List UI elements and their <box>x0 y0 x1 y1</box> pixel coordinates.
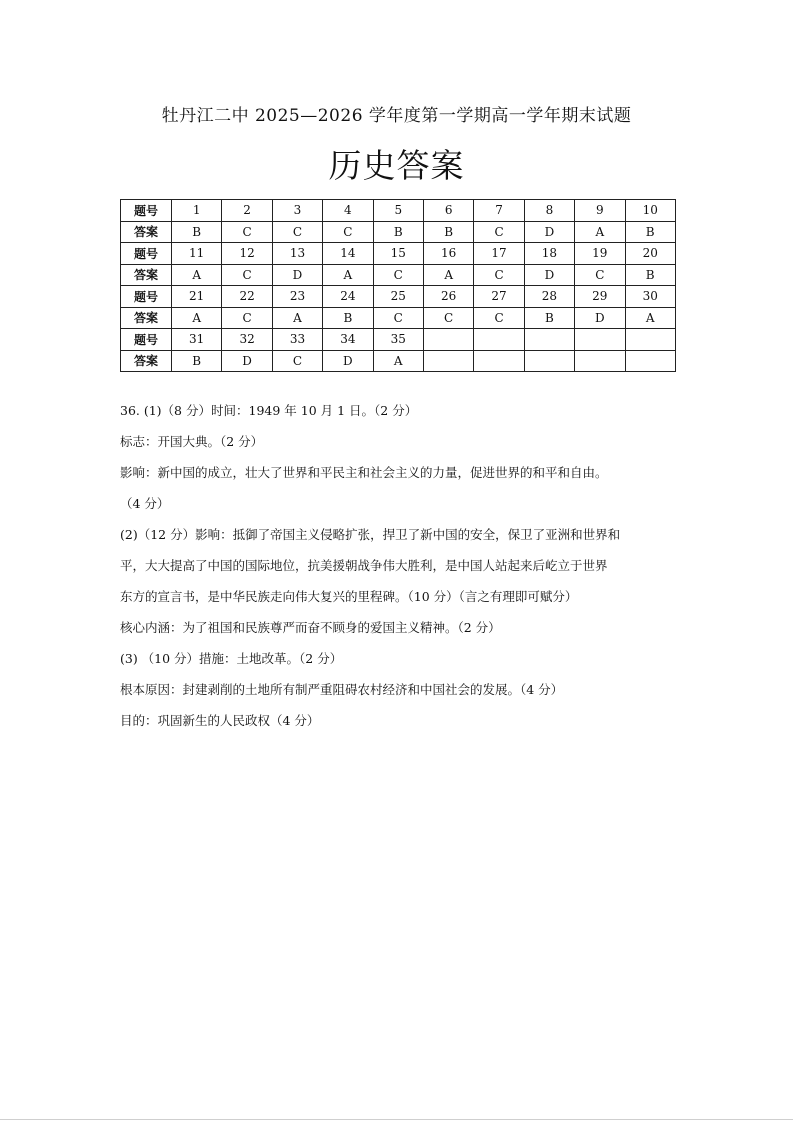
table-cell: 3 <box>272 200 322 222</box>
table-cell <box>575 329 625 351</box>
table-row <box>121 350 676 372</box>
answer-line-36-3-purpose: 目的：巩固新生的人民政权（4 分） <box>120 713 320 728</box>
page-bottom-divider <box>0 1119 793 1120</box>
table-cell: C <box>474 307 524 329</box>
answer-line-36-2-impact-cont2: 东方的宣言书，是中华民族走向伟大复兴的里程碑。（10 分）（言之有理即可赋分） <box>120 589 578 604</box>
table-cell: B <box>172 221 222 243</box>
table-cell: A <box>172 307 222 329</box>
table-cell: 9 <box>575 200 625 222</box>
answer-explanations <box>120 395 680 736</box>
table-cell: B <box>625 264 675 286</box>
row-label: 题号 <box>121 329 172 351</box>
table-cell <box>474 329 524 351</box>
table-cell <box>524 350 574 372</box>
table-cell: C <box>373 264 423 286</box>
table-cell: 5 <box>373 200 423 222</box>
table-cell <box>575 350 625 372</box>
table-cell: D <box>575 307 625 329</box>
table-cell <box>474 350 524 372</box>
table-cell: 16 <box>423 243 473 265</box>
table-cell: 1 <box>172 200 222 222</box>
table-cell: D <box>323 350 373 372</box>
table-cell: B <box>524 307 574 329</box>
table-cell: A <box>172 264 222 286</box>
table-row <box>121 307 676 329</box>
answer-line-36-1-impact-score: （4 分） <box>120 496 170 511</box>
table-cell: 25 <box>373 286 423 308</box>
table-cell <box>423 350 473 372</box>
table-row <box>121 264 676 286</box>
table-cell: C <box>474 264 524 286</box>
table-cell: A <box>272 307 322 329</box>
table-cell: D <box>222 350 272 372</box>
answer-line-36-1-symbol: 标志：开国大典。（2 分） <box>120 434 264 449</box>
table-cell: 31 <box>172 329 222 351</box>
answer-line-36-2-impact: (2)（12 分）影响：抵御了帝国主义侵略扩张，捍卫了新中国的安全，保卫了亚洲和世界和 <box>120 527 621 542</box>
table-cell: A <box>423 264 473 286</box>
table-row <box>121 200 676 222</box>
table-cell: 22 <box>222 286 272 308</box>
table-cell <box>423 329 473 351</box>
row-label: 答案 <box>121 307 172 329</box>
table-cell: 35 <box>373 329 423 351</box>
table-cell: A <box>323 264 373 286</box>
table-cell: 14 <box>323 243 373 265</box>
table-row <box>121 329 676 351</box>
table-cell <box>625 350 675 372</box>
row-label: 答案 <box>121 221 172 243</box>
table-cell: B <box>373 221 423 243</box>
table-cell: 28 <box>524 286 574 308</box>
table-row <box>121 243 676 265</box>
table-cell: 21 <box>172 286 222 308</box>
table-cell: 8 <box>524 200 574 222</box>
table-cell: 18 <box>524 243 574 265</box>
table-cell: C <box>474 221 524 243</box>
table-cell: C <box>373 307 423 329</box>
table-cell <box>524 329 574 351</box>
table-cell: 17 <box>474 243 524 265</box>
answer-line-36-2-impact-cont1: 平，大大提高了中国的国际地位，抗美援朝战争伟大胜利，是中国人站起来后屹立于世界 <box>120 558 608 573</box>
table-cell: B <box>323 307 373 329</box>
page-title: 历史答案 <box>328 146 465 185</box>
table-cell: C <box>423 307 473 329</box>
answer-line-36-1-time: 36. (1)（8 分）时间：1949 年 10 月 1 日。（2 分） <box>120 403 418 418</box>
table-cell: 10 <box>625 200 675 222</box>
exam-subtitle: 牡丹江二中 2025—2026 学年度第一学期高一学年期末试题 <box>161 106 632 126</box>
answer-line-36-3-root-cause: 根本原因：封建剥削的土地所有制严重阻碍农村经济和中国社会的发展。（4 分） <box>120 682 564 697</box>
table-cell: A <box>625 307 675 329</box>
answer-line-36-3-measure: (3) （10 分）措施：土地改革。（2 分） <box>120 651 343 666</box>
answer-table <box>120 199 676 372</box>
table-cell: 19 <box>575 243 625 265</box>
table-cell: 26 <box>423 286 473 308</box>
row-label: 答案 <box>121 350 172 372</box>
table-cell: A <box>575 221 625 243</box>
table-cell: A <box>373 350 423 372</box>
table-cell: D <box>524 221 574 243</box>
row-label: 答案 <box>121 264 172 286</box>
table-cell: D <box>272 264 322 286</box>
table-cell: 32 <box>222 329 272 351</box>
table-cell: C <box>323 221 373 243</box>
table-cell: 12 <box>222 243 272 265</box>
table-cell: C <box>272 350 322 372</box>
table-cell: 13 <box>272 243 322 265</box>
table-cell: 29 <box>575 286 625 308</box>
table-cell: 15 <box>373 243 423 265</box>
table-cell: C <box>222 307 272 329</box>
table-cell: C <box>575 264 625 286</box>
row-label: 题号 <box>121 243 172 265</box>
table-cell: 24 <box>323 286 373 308</box>
table-row <box>121 221 676 243</box>
table-cell <box>625 329 675 351</box>
table-cell: 20 <box>625 243 675 265</box>
answer-line-36-2-core: 核心内涵：为了祖国和民族尊严而奋不顾身的爱国主义精神。（2 分） <box>120 620 501 635</box>
table-cell: 23 <box>272 286 322 308</box>
answer-line-36-1-impact: 影响：新中国的成立，壮大了世界和平民主和社会主义的力量，促进世界的和平和自由。 <box>120 465 608 480</box>
table-cell: 27 <box>474 286 524 308</box>
table-cell: B <box>172 350 222 372</box>
table-cell: C <box>272 221 322 243</box>
table-cell: 4 <box>323 200 373 222</box>
table-cell: B <box>625 221 675 243</box>
table-cell: C <box>222 264 272 286</box>
row-label: 题号 <box>121 200 172 222</box>
table-cell: 34 <box>323 329 373 351</box>
row-label: 题号 <box>121 286 172 308</box>
table-cell: 33 <box>272 329 322 351</box>
table-cell: 2 <box>222 200 272 222</box>
table-cell: D <box>524 264 574 286</box>
table-cell: C <box>222 221 272 243</box>
table-cell: 7 <box>474 200 524 222</box>
table-cell: 6 <box>423 200 473 222</box>
table-cell: B <box>423 221 473 243</box>
table-cell: 30 <box>625 286 675 308</box>
table-row <box>121 286 676 308</box>
table-cell: 11 <box>172 243 222 265</box>
